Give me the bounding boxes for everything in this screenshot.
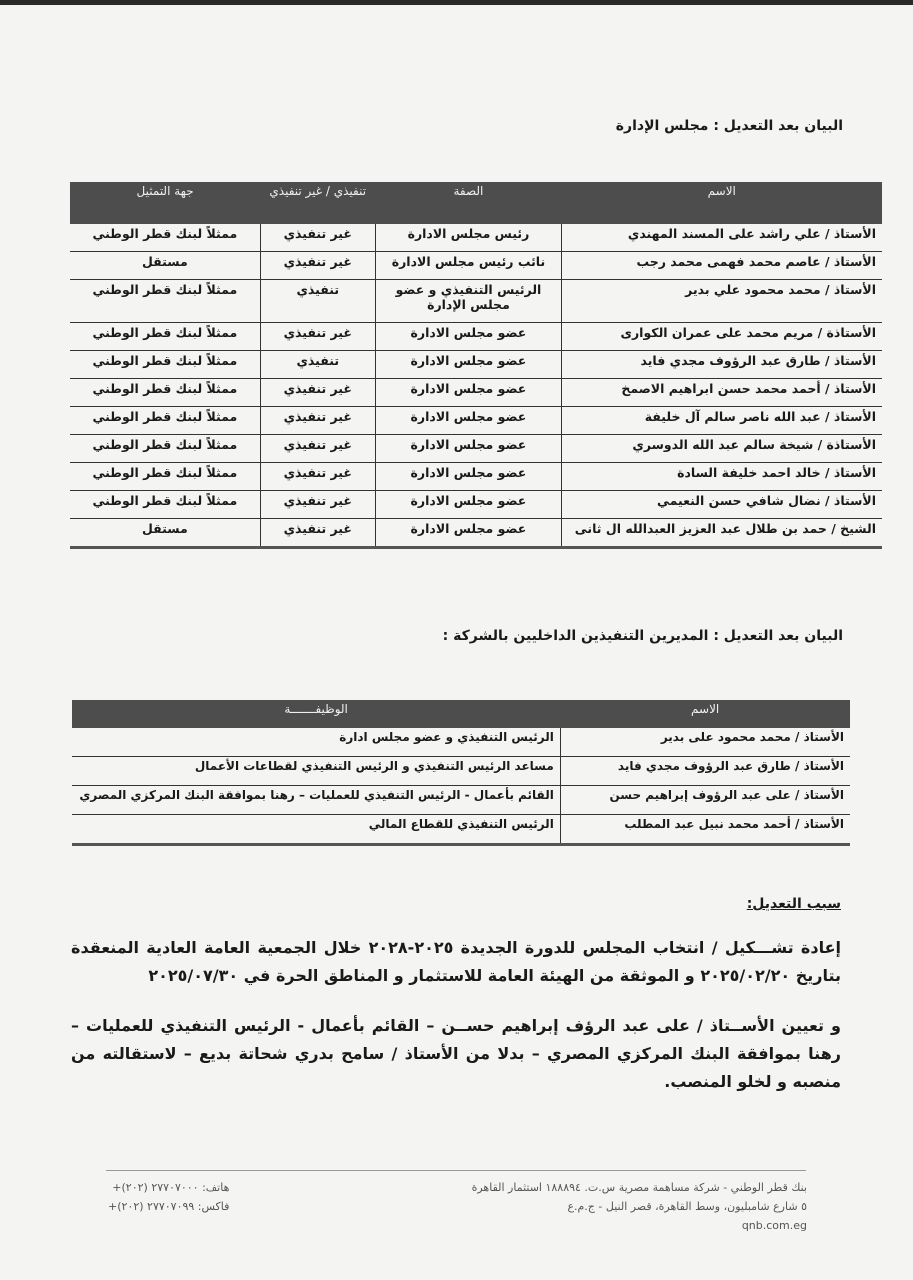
- table-row: [70, 323, 882, 351]
- member-rep: ممثلاً لبنك قطر الوطني: [70, 280, 260, 323]
- executive-name: الأستاذ / على عبد الرؤوف إبراهيم حسن: [560, 786, 850, 815]
- col-title: الصفة: [375, 182, 561, 224]
- member-rep: ممثلاً لبنك قطر الوطني: [70, 323, 260, 351]
- section1-heading: البيان بعد التعديل : مجلس الإدارة: [615, 118, 843, 134]
- member-exec: غير تنفيذي: [260, 463, 375, 491]
- member-exec: غير تنفيذي: [260, 379, 375, 407]
- table-row: [70, 379, 882, 407]
- member-name: الشيخ / حمد بن طلال عبد العزيز العبدالله ال ثانى: [562, 519, 882, 548]
- table-row: [70, 280, 882, 323]
- member-exec: غير تنفيذي: [260, 224, 375, 252]
- top-border: [0, 0, 913, 5]
- footer-website: qnb.com.eg: [741, 1219, 807, 1232]
- table-row: [70, 491, 882, 519]
- footer-address: [472, 1178, 807, 1235]
- member-title: نائب رئيس مجلس الادارة: [375, 252, 561, 280]
- member-name: الأستاذ / عاصم محمد فهمى محمد رجب: [562, 252, 882, 280]
- table-row: [72, 786, 850, 815]
- member-rep: ممثلاً لبنك قطر الوطني: [70, 379, 260, 407]
- member-title: عضو مجلس الادارة: [375, 519, 561, 548]
- table-row: [72, 757, 850, 786]
- table-row: [70, 407, 882, 435]
- executive-job: القائم بأعمال - الرئيس التنفيذي للعمليات – رهنا بموافقة البنك المركزي المصري: [72, 786, 560, 815]
- member-rep: مستقل: [70, 252, 260, 280]
- member-title: عضو مجلس الادارة: [375, 323, 561, 351]
- member-exec: غير تنفيذي: [260, 435, 375, 463]
- footer-street: ٥ شارع شامبليون، وسط القاهرة، قصر النيل - ج.م.ع: [567, 1200, 807, 1213]
- member-name: الأستاذة / شيخة سالم عبد الله الدوسري: [562, 435, 882, 463]
- member-name: الأستاذ / خالد احمد خليفة السادة: [562, 463, 882, 491]
- member-rep: ممثلاً لبنك قطر الوطني: [70, 351, 260, 379]
- reason-label: سبب التعديل:: [746, 896, 841, 912]
- member-title: عضو مجلس الادارة: [375, 351, 561, 379]
- member-name: الأستاذة / مريم محمد على عمران الكوارى: [562, 323, 882, 351]
- executive-job: الرئيس التنفيذي و عضو مجلس ادارة: [72, 728, 560, 757]
- col-name: الاسم: [562, 182, 882, 224]
- col-job: الوظيفـــــــة: [72, 700, 560, 728]
- member-title: عضو مجلس الادارة: [375, 491, 561, 519]
- member-rep: ممثلاً لبنك قطر الوطني: [70, 224, 260, 252]
- section2-heading: البيان بعد التعديل : المديرين التنفيذين الداخليين بالشركة :: [442, 628, 843, 644]
- executive-name: الأستاذ / محمد محمود على بدير: [560, 728, 850, 757]
- member-exec: تنفيذي: [260, 280, 375, 323]
- member-rep: ممثلاً لبنك قطر الوطني: [70, 407, 260, 435]
- member-title: عضو مجلس الادارة: [375, 435, 561, 463]
- footer-contacts: [108, 1178, 229, 1216]
- table-row: [70, 435, 882, 463]
- executive-name: الأستاذ / أحمد محمد نبيل عبد المطلب: [560, 815, 850, 845]
- executive-job: الرئيس التنفيذي للقطاع المالي: [72, 815, 560, 845]
- member-rep: ممثلاً لبنك قطر الوطني: [70, 463, 260, 491]
- member-exec: غير تنفيذي: [260, 407, 375, 435]
- table-row: [70, 519, 882, 548]
- table-row: [72, 728, 850, 757]
- member-title: عضو مجلس الادارة: [375, 407, 561, 435]
- table-row: [72, 815, 850, 845]
- executive-name: الأستاذ / طارق عبد الرؤوف مجدي فايد: [560, 757, 850, 786]
- footer-fax: فاكس: ٢٧٧٠٧٠٩٩ (٢٠٢)+: [108, 1200, 230, 1213]
- member-name: الأستاذ / نضال شافي حسن النعيمي: [562, 491, 882, 519]
- col-exec-name: الاسم: [560, 700, 850, 728]
- footer-divider: [106, 1170, 806, 1171]
- reason-paragraph-1: إعادة تشـــكيل / انتخاب المجلس للدورة الجديدة ٢٠٢٥-٢٠٢٨ خلال الجمعية العامة العادية المنعقدة بتاريخ ٢٠٢٥/٠٢/٢٠ و الموثقة من الهيئة العامة للاستثمار و المناطق الحرة في ٢٠٢٥/٠٧/٣٠: [71, 938, 842, 985]
- member-rep: ممثلاً لبنك قطر الوطني: [70, 491, 260, 519]
- member-exec: غير تنفيذي: [260, 491, 375, 519]
- member-exec: تنفيذي: [260, 351, 375, 379]
- board-table: [70, 182, 882, 549]
- footer-phone: هاتف: ٢٧٧٠٧٠٠٠ (٢٠٢)+: [112, 1181, 230, 1194]
- member-name: الأستاذ / أحمد محمد حسن ابراهيم الاصمخ: [562, 379, 882, 407]
- table-row: [70, 351, 882, 379]
- member-exec: غير تنفيذي: [260, 519, 375, 548]
- member-title: عضو مجلس الادارة: [375, 463, 561, 491]
- member-name: الأستاذ / عبد الله ناصر سالم آل خليفة: [562, 407, 882, 435]
- member-exec: غير تنفيذي: [260, 252, 375, 280]
- table-row: [70, 252, 882, 280]
- board-table-header: [70, 182, 882, 224]
- member-name: الأستاذ / محمد محمود علي بدير: [562, 280, 882, 323]
- member-title: الرئيس التنفيذي و عضو مجلس الإدارة: [375, 280, 561, 323]
- member-rep: مستقل: [70, 519, 260, 548]
- member-title: عضو مجلس الادارة: [375, 379, 561, 407]
- member-rep: ممثلاً لبنك قطر الوطني: [70, 435, 260, 463]
- executives-table: [72, 700, 850, 846]
- col-exec: تنفيذي / غير تنفيذي: [260, 182, 375, 224]
- col-rep: جهة التمثيل: [70, 182, 260, 224]
- reason-paragraph-2: و تعيين الأســتاذ / على عبد الرؤف إبراهيم حســن – القائم بأعمال - الرئيس التنفيذي للعمليات – رهنا بموافقة البنك المركزي المصري – بدلا من الأستاذ / سامح بدري شحاتة بديع – لاستقالته من منصبه و لخلو المنصب.: [71, 1016, 841, 1091]
- table-row: [70, 463, 882, 491]
- executive-job: مساعد الرئيس التنفيذي و الرئيس التنفيذي لقطاعات الأعمال: [72, 757, 560, 786]
- table-row: [70, 224, 882, 252]
- member-title: رئيس مجلس الادارة: [375, 224, 561, 252]
- footer-company: بنك قطر الوطني - شركة مساهمة مصرية س.ت. ١٨٨٨٩٤ استثمار القاهرة: [471, 1181, 807, 1194]
- member-exec: غير تنفيذي: [260, 323, 375, 351]
- member-name: الأستاذ / علي راشد على المسند المهندي: [562, 224, 882, 252]
- member-name: الأستاذ / طارق عبد الرؤوف مجدي فايد: [562, 351, 882, 379]
- executives-table-header: [72, 700, 850, 728]
